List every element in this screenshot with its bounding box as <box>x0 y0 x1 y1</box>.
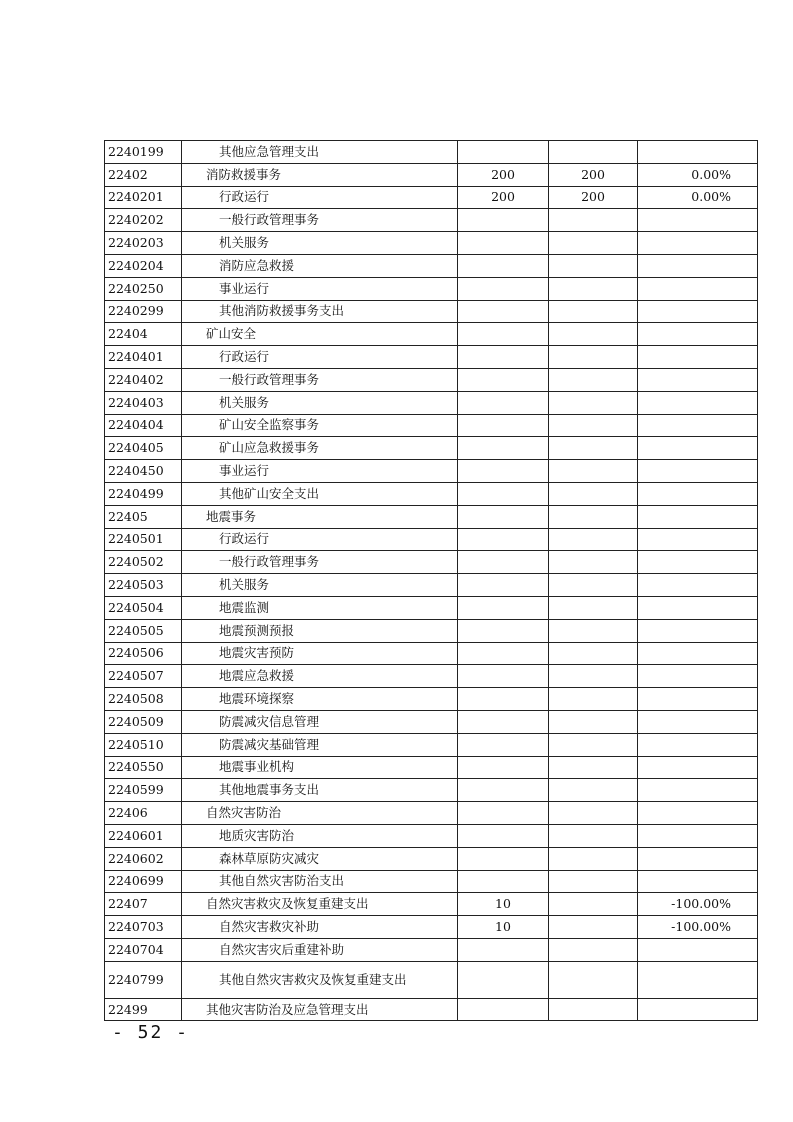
row-value-cell-v3 <box>638 847 758 870</box>
row-code-cell: 2240599 <box>105 779 182 802</box>
row-code-cell: 2240507 <box>105 665 182 688</box>
row-value-cell-v2 <box>549 710 638 733</box>
row-value-cell-v1 <box>458 870 549 893</box>
row-value-cell-v1 <box>458 346 549 369</box>
row-code-cell: 2240508 <box>105 688 182 711</box>
row-value-cell-v2 <box>549 505 638 528</box>
row-value-cell-v3 <box>638 209 758 232</box>
row-code-cell: 2240510 <box>105 733 182 756</box>
row-value-cell-v1 <box>458 482 549 505</box>
row-value-cell-v2 <box>549 551 638 574</box>
row-value-cell-v3 <box>638 710 758 733</box>
row-value-cell-v3 <box>638 323 758 346</box>
table-row <box>105 391 758 414</box>
row-value-cell-v3 <box>638 300 758 323</box>
table-row <box>105 961 758 998</box>
table-row <box>105 346 758 369</box>
table-row <box>105 505 758 528</box>
row-name-cell: 地震事务 <box>182 505 458 528</box>
row-value-cell-v2 <box>549 277 638 300</box>
row-name-cell: 机关服务 <box>182 232 458 255</box>
row-code-cell: 2240203 <box>105 232 182 255</box>
row-value-cell-v2 <box>549 916 638 939</box>
row-value-cell-v3: -100.00% <box>638 893 758 916</box>
row-name-text: 其他自然灾害救灾及恢复重建支出 <box>219 972 407 988</box>
table-row <box>105 414 758 437</box>
row-name-cell: 一般行政管理事务 <box>182 209 458 232</box>
row-code-cell: 2240402 <box>105 368 182 391</box>
row-code-cell: 2240499 <box>105 482 182 505</box>
row-code-cell: 2240601 <box>105 824 182 847</box>
row-value-cell-v3: -100.00% <box>638 916 758 939</box>
table-row <box>105 847 758 870</box>
row-value-cell-v2 <box>549 596 638 619</box>
row-value-cell-v2: 200 <box>549 163 638 186</box>
table-row <box>105 596 758 619</box>
row-value-cell-v1 <box>458 551 549 574</box>
row-value-cell-v2 <box>549 141 638 164</box>
row-value-cell-v3 <box>638 346 758 369</box>
row-name-cell: 行政运行 <box>182 528 458 551</box>
row-value-cell-v3 <box>638 824 758 847</box>
row-name-cell: 地震灾害预防 <box>182 642 458 665</box>
row-name-cell: 其他应急管理支出 <box>182 141 458 164</box>
row-code-cell: 2240199 <box>105 141 182 164</box>
row-value-cell-v1 <box>458 596 549 619</box>
table-row <box>105 323 758 346</box>
row-code-cell: 2240502 <box>105 551 182 574</box>
row-name-cell: 一般行政管理事务 <box>182 368 458 391</box>
row-code-cell: 2240505 <box>105 619 182 642</box>
row-value-cell-v1 <box>458 209 549 232</box>
budget-table-body <box>105 141 758 1021</box>
row-value-cell-v1 <box>458 574 549 597</box>
table-row <box>105 998 758 1021</box>
table-row <box>105 460 758 483</box>
row-value-cell-v3 <box>638 460 758 483</box>
table-row <box>105 733 758 756</box>
row-name-cell: 行政运行 <box>182 346 458 369</box>
table-row <box>105 938 758 961</box>
row-value-cell-v1 <box>458 323 549 346</box>
row-value-cell-v2 <box>549 528 638 551</box>
row-value-cell-v3 <box>638 998 758 1021</box>
row-code-cell: 2240401 <box>105 346 182 369</box>
row-value-cell-v2 <box>549 688 638 711</box>
row-value-cell-v1: 10 <box>458 893 549 916</box>
row-value-cell-v2 <box>549 824 638 847</box>
row-value-cell-v2 <box>549 346 638 369</box>
row-value-cell-v2 <box>549 300 638 323</box>
row-value-cell-v2 <box>549 961 638 998</box>
row-value-cell-v1 <box>458 847 549 870</box>
row-code-cell: 2240503 <box>105 574 182 597</box>
row-value-cell-v3 <box>638 232 758 255</box>
row-value-cell-v2 <box>549 254 638 277</box>
row-value-cell-v3 <box>638 756 758 779</box>
row-name-cell: 其他矿山安全支出 <box>182 482 458 505</box>
row-value-cell-v2 <box>549 368 638 391</box>
row-value-cell-v2 <box>549 870 638 893</box>
table-row <box>105 870 758 893</box>
row-name-cell: 其他地震事务支出 <box>182 779 458 802</box>
table-row <box>105 688 758 711</box>
row-name-cell: 其他灾害防治及应急管理支出 <box>182 998 458 1021</box>
row-code-cell: 2240201 <box>105 186 182 209</box>
row-value-cell-v2 <box>549 779 638 802</box>
row-value-cell-v3 <box>638 277 758 300</box>
row-value-cell-v2 <box>549 209 638 232</box>
row-code-cell: 2240699 <box>105 870 182 893</box>
row-value-cell-v2 <box>549 665 638 688</box>
row-value-cell-v2 <box>549 998 638 1021</box>
row-value-cell-v2 <box>549 574 638 597</box>
row-value-cell-v1 <box>458 733 549 756</box>
row-name-cell: 消防应急救援 <box>182 254 458 277</box>
row-value-cell-v2 <box>549 619 638 642</box>
row-value-cell-v3: 0.00% <box>638 186 758 209</box>
page-number: - 52 - <box>112 1022 190 1043</box>
row-value-cell-v2 <box>549 414 638 437</box>
row-name-cell: 其他消防救援事务支出 <box>182 300 458 323</box>
row-value-cell-v1 <box>458 300 549 323</box>
row-value-cell-v2 <box>549 460 638 483</box>
row-value-cell-v1 <box>458 528 549 551</box>
row-value-cell-v1 <box>458 938 549 961</box>
row-code-cell: 2240703 <box>105 916 182 939</box>
row-value-cell-v3 <box>638 870 758 893</box>
row-value-cell-v1 <box>458 802 549 825</box>
row-value-cell-v1 <box>458 619 549 642</box>
row-value-cell-v1 <box>458 756 549 779</box>
table-row <box>105 232 758 255</box>
row-name-cell: 矿山安全监察事务 <box>182 414 458 437</box>
row-name-cell <box>182 961 458 998</box>
row-value-cell-v2 <box>549 642 638 665</box>
row-value-cell-v2: 200 <box>549 186 638 209</box>
row-value-cell-v1: 200 <box>458 186 549 209</box>
row-value-cell-v2 <box>549 893 638 916</box>
row-name-cell: 地震预测预报 <box>182 619 458 642</box>
row-value-cell-v2 <box>549 482 638 505</box>
row-value-cell-v1: 200 <box>458 163 549 186</box>
row-code-cell: 2240509 <box>105 710 182 733</box>
row-value-cell-v1 <box>458 254 549 277</box>
table-row <box>105 368 758 391</box>
row-value-cell-v3 <box>638 688 758 711</box>
table-row <box>105 437 758 460</box>
row-value-cell-v3 <box>638 961 758 998</box>
row-code-cell: 2240550 <box>105 756 182 779</box>
table-row <box>105 574 758 597</box>
row-value-cell-v1: 10 <box>458 916 549 939</box>
row-value-cell-v1 <box>458 665 549 688</box>
row-name-cell: 消防救援事务 <box>182 163 458 186</box>
row-name-cell: 森林草原防灾减灾 <box>182 847 458 870</box>
row-code-cell: 22406 <box>105 802 182 825</box>
row-value-cell-v1 <box>458 961 549 998</box>
row-code-cell: 22402 <box>105 163 182 186</box>
row-value-cell-v2 <box>549 938 638 961</box>
row-name-cell: 机关服务 <box>182 391 458 414</box>
row-value-cell-v3 <box>638 368 758 391</box>
row-value-cell-v3 <box>638 802 758 825</box>
row-value-cell-v1 <box>458 779 549 802</box>
row-value-cell-v3 <box>638 437 758 460</box>
row-value-cell-v1 <box>458 688 549 711</box>
row-name-cell: 地震事业机构 <box>182 756 458 779</box>
table-row <box>105 824 758 847</box>
row-name-cell: 自然灾害防治 <box>182 802 458 825</box>
table-row <box>105 893 758 916</box>
table-row <box>105 163 758 186</box>
row-code-cell: 22499 <box>105 998 182 1021</box>
row-name-cell: 机关服务 <box>182 574 458 597</box>
row-name-cell: 矿山安全 <box>182 323 458 346</box>
table-row <box>105 551 758 574</box>
row-value-cell-v1 <box>458 998 549 1021</box>
table-row <box>105 756 758 779</box>
row-value-cell-v1 <box>458 642 549 665</box>
row-code-cell: 2240202 <box>105 209 182 232</box>
row-name-cell: 矿山应急救援事务 <box>182 437 458 460</box>
table-row <box>105 528 758 551</box>
row-value-cell-v3 <box>638 551 758 574</box>
row-code-cell: 2240405 <box>105 437 182 460</box>
row-name-cell: 地震监测 <box>182 596 458 619</box>
table-row <box>105 916 758 939</box>
table-row <box>105 277 758 300</box>
row-code-cell: 2240506 <box>105 642 182 665</box>
row-name-cell: 防震减灾信息管理 <box>182 710 458 733</box>
row-value-cell-v3 <box>638 642 758 665</box>
row-name-cell: 其他自然灾害防治支出 <box>182 870 458 893</box>
row-value-cell-v3 <box>638 528 758 551</box>
row-code-cell: 2240501 <box>105 528 182 551</box>
row-name-cell: 自然灾害救灾补助 <box>182 916 458 939</box>
row-value-cell-v3 <box>638 596 758 619</box>
table-row <box>105 802 758 825</box>
table-row <box>105 186 758 209</box>
row-value-cell-v1 <box>458 437 549 460</box>
row-code-cell: 2240404 <box>105 414 182 437</box>
table-row <box>105 710 758 733</box>
table-row <box>105 482 758 505</box>
row-value-cell-v1 <box>458 391 549 414</box>
row-value-cell-v1 <box>458 232 549 255</box>
row-value-cell-v1 <box>458 824 549 847</box>
table-row <box>105 642 758 665</box>
row-value-cell-v1 <box>458 414 549 437</box>
table-row <box>105 141 758 164</box>
row-value-cell-v1 <box>458 141 549 164</box>
row-value-cell-v1 <box>458 277 549 300</box>
row-code-cell: 22405 <box>105 505 182 528</box>
row-value-cell-v3 <box>638 779 758 802</box>
row-name-cell: 行政运行 <box>182 186 458 209</box>
row-value-cell-v3 <box>638 482 758 505</box>
row-name-cell: 地震环境探察 <box>182 688 458 711</box>
row-value-cell-v2 <box>549 802 638 825</box>
row-code-cell: 2240403 <box>105 391 182 414</box>
row-name-cell: 事业运行 <box>182 460 458 483</box>
table-row <box>105 665 758 688</box>
row-value-cell-v1 <box>458 368 549 391</box>
row-value-cell-v1 <box>458 505 549 528</box>
row-value-cell-v2 <box>549 733 638 756</box>
row-value-cell-v1 <box>458 460 549 483</box>
row-code-cell: 22407 <box>105 893 182 916</box>
table-row <box>105 209 758 232</box>
table-row <box>105 619 758 642</box>
table-row <box>105 300 758 323</box>
row-value-cell-v2 <box>549 232 638 255</box>
row-value-cell-v3 <box>638 414 758 437</box>
row-value-cell-v3 <box>638 141 758 164</box>
table-row <box>105 779 758 802</box>
row-value-cell-v2 <box>549 391 638 414</box>
row-value-cell-v1 <box>458 710 549 733</box>
budget-table <box>104 140 758 1021</box>
row-code-cell: 2240204 <box>105 254 182 277</box>
row-code-cell: 2240799 <box>105 961 182 998</box>
row-value-cell-v3 <box>638 733 758 756</box>
row-value-cell-v2 <box>549 437 638 460</box>
row-value-cell-v3 <box>638 574 758 597</box>
row-value-cell-v3 <box>638 505 758 528</box>
row-name-cell: 自然灾害灾后重建补助 <box>182 938 458 961</box>
row-name-cell: 自然灾害救灾及恢复重建支出 <box>182 893 458 916</box>
row-value-cell-v3 <box>638 619 758 642</box>
row-value-cell-v3 <box>638 938 758 961</box>
row-value-cell-v3: 0.00% <box>638 163 758 186</box>
row-name-cell: 防震减灾基础管理 <box>182 733 458 756</box>
row-code-cell: 2240704 <box>105 938 182 961</box>
table-row <box>105 254 758 277</box>
row-code-cell: 22404 <box>105 323 182 346</box>
row-code-cell: 2240602 <box>105 847 182 870</box>
row-value-cell-v3 <box>638 665 758 688</box>
row-name-cell: 事业运行 <box>182 277 458 300</box>
row-name-cell: 地质灾害防治 <box>182 824 458 847</box>
row-value-cell-v2 <box>549 847 638 870</box>
row-code-cell: 2240299 <box>105 300 182 323</box>
row-value-cell-v2 <box>549 756 638 779</box>
row-code-cell: 2240504 <box>105 596 182 619</box>
row-value-cell-v3 <box>638 254 758 277</box>
row-value-cell-v3 <box>638 391 758 414</box>
row-code-cell: 2240250 <box>105 277 182 300</box>
row-value-cell-v2 <box>549 323 638 346</box>
row-name-cell: 地震应急救援 <box>182 665 458 688</box>
row-code-cell: 2240450 <box>105 460 182 483</box>
row-name-cell: 一般行政管理事务 <box>182 551 458 574</box>
